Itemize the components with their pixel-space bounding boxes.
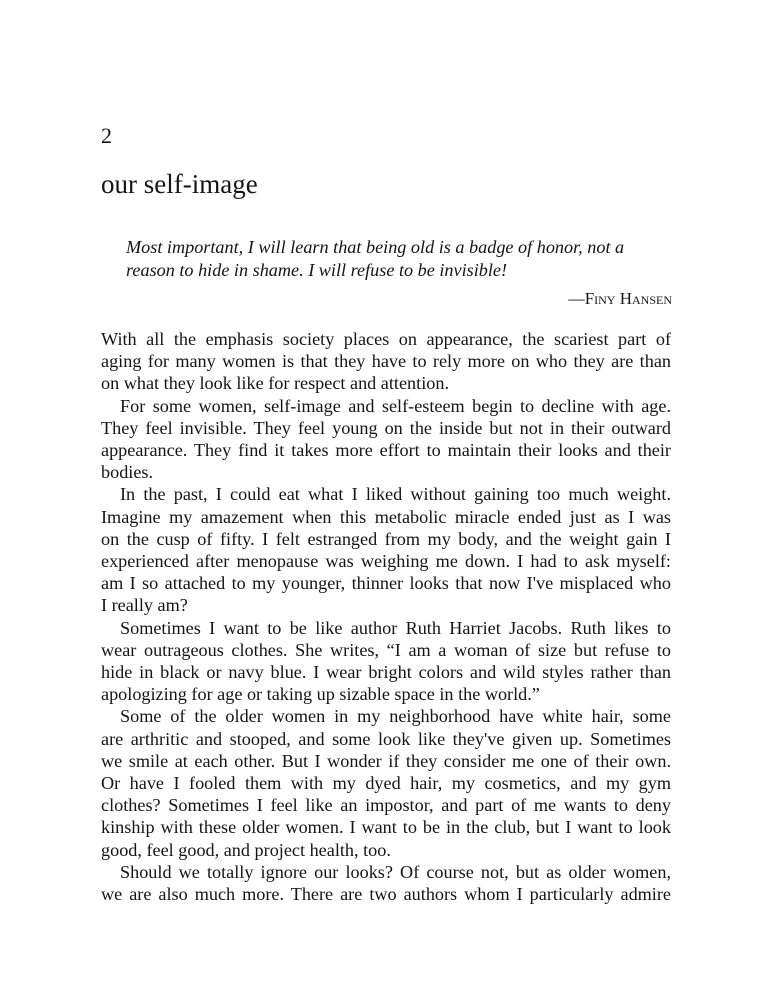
text-line: apologizing for age or taking up sizable space in the world.” bbox=[101, 684, 540, 705]
text-line: on what they look like for respect and attention. bbox=[101, 373, 449, 394]
text-line: Some of the older women in my neighborhood have white hair, some bbox=[120, 706, 671, 727]
text-line: I really am? bbox=[101, 595, 188, 616]
chapter-number: 2 bbox=[101, 123, 112, 148]
text-line: aging for many women is that they have to rely more on who they are than bbox=[101, 351, 671, 372]
text-line: With all the emphasis society places on appearance, the scariest part of bbox=[101, 329, 671, 349]
text-line: Or have I fooled them with my dyed hair, my cosmetics, and my gym bbox=[101, 773, 671, 794]
text-line: Should we totally ignore our looks? Of course not, but as older women, bbox=[120, 861, 671, 882]
text-line: For some women, self-image and self-esteem begin to decline with age. bbox=[120, 395, 671, 416]
text-line: In the past, I could eat what I liked without gaining too much weight. bbox=[120, 484, 671, 505]
paragraph bbox=[101, 861, 671, 905]
attribution-name: Finy Hansen bbox=[584, 289, 672, 308]
paragraph bbox=[101, 705, 671, 860]
epigraph bbox=[126, 236, 672, 308]
epigraph-line: Most important, I will learn that being old is a badge of honor, not a bbox=[126, 237, 625, 257]
text-line: clothes? Sometimes I feel like an impostor, and part of me wants to deny bbox=[101, 795, 671, 816]
text-line: we smile at each other. But I wonder if they consider me one of their own. bbox=[101, 750, 671, 771]
paragraph bbox=[101, 483, 671, 616]
text-line: am I so attached to my younger, thinner looks that now I've misplaced who bbox=[101, 573, 671, 594]
text-line: Sometimes I want to be like author Ruth Harriet Jacobs. Ruth likes to bbox=[120, 617, 671, 638]
body-text bbox=[101, 328, 671, 905]
text-line: kinship with these older women. I want to be in the club, but I want to look bbox=[101, 817, 671, 838]
text-line: we are also much more. There are two authors whom I particularly admire bbox=[101, 884, 671, 905]
text-line: They feel invisible. They feel young on the inside but not in their outward bbox=[101, 417, 671, 438]
text-line: wear outrageous clothes. She writes, “I am a woman of size but refuse to bbox=[101, 639, 671, 660]
epigraph-attribution bbox=[568, 288, 672, 310]
text-line: Imagine my amazement when this metabolic miracle ended just as I was bbox=[101, 506, 671, 527]
text-line: bodies. bbox=[101, 462, 154, 483]
text-line: on the cusp of fifty. I felt estranged from my body, and the weight gain I bbox=[101, 528, 671, 549]
text-line: are arthritic and stooped, and some look like they've given up. Sometimes bbox=[101, 728, 671, 749]
paragraph bbox=[101, 617, 671, 706]
text-line: hide in black or navy blue. I wear bright colors and wild styles rather than bbox=[101, 662, 671, 683]
text-line: good, feel good, and project health, too. bbox=[101, 839, 391, 860]
text-line: appearance. They find it takes more effort to maintain their looks and their bbox=[101, 440, 671, 461]
epigraph-quote bbox=[126, 236, 672, 282]
chapter-title: our self-image bbox=[101, 169, 258, 199]
paragraph bbox=[101, 395, 671, 484]
paragraph bbox=[101, 328, 671, 395]
text-line: experienced after menopause was weighing me down. I had to ask myself: bbox=[101, 551, 671, 572]
epigraph-line: reason to hide in shame. I will refuse to be invisible! bbox=[126, 260, 508, 280]
attribution-dash: — bbox=[568, 289, 585, 308]
